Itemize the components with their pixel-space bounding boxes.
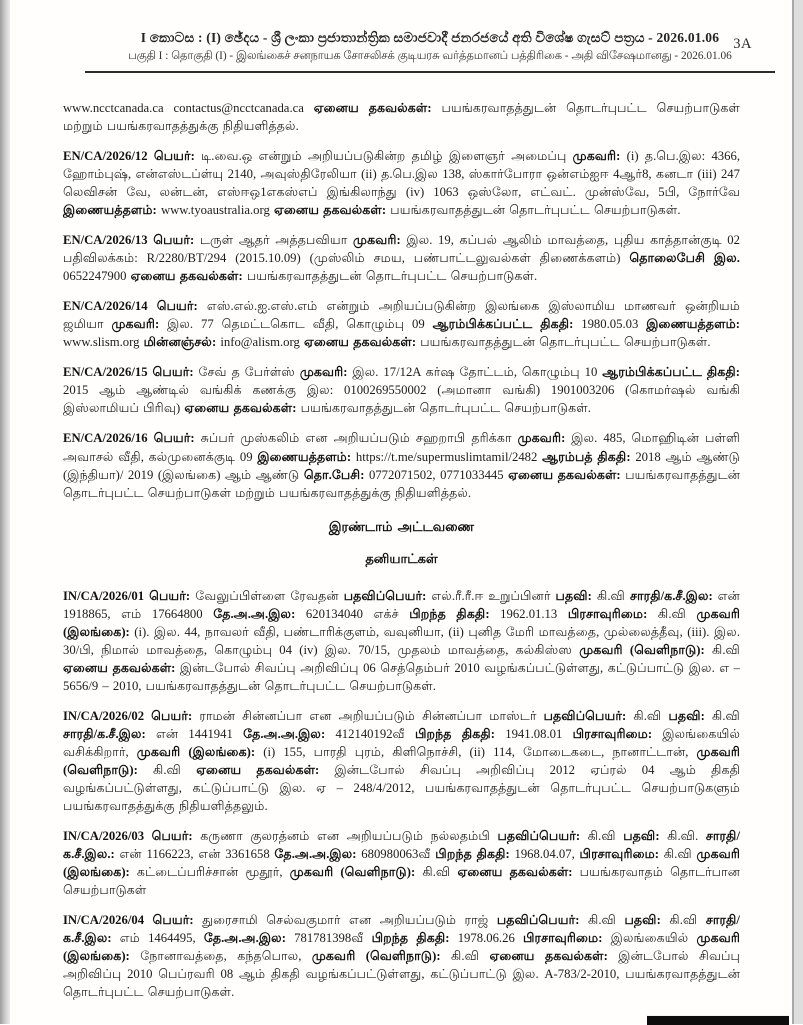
- field-text: இல. 485, மொஹிடின் பள்ளி அவாசல் வீதி, கல்முனைக்குடி 09: [63, 431, 740, 464]
- field-text: டருள் ஆதர் அத்தபவியா: [194, 233, 354, 248]
- entry-IN-CA-2026-02: [63, 707, 740, 815]
- field-label: சாரதி/க.சீ.இல:: [63, 913, 740, 946]
- page-number: 3A: [733, 36, 752, 52]
- field-label: EN/CA/2026/15 பெயர்:: [63, 365, 194, 380]
- scan-right-edge: [792, 0, 803, 1024]
- field-text: கட்டைப்பரிச்சான் மூதூர்,: [129, 864, 290, 879]
- field-label: பதவிப்பெயர்:: [343, 588, 427, 603]
- field-label: ஏனைய தகவல்கள்:: [313, 101, 432, 115]
- field-label: பிறந்த திகதி:: [409, 606, 490, 621]
- field-text: கி.வி: [579, 913, 625, 927]
- field-text: பயங்கரவாதத்துடன் தொடர்புபட்ட செயற்பாடுகள்.: [296, 401, 591, 416]
- field-label: ஏனைய தகவல்கள்:: [508, 467, 621, 482]
- field-text: 2018 ஆம் ஆண்டு (இந்தியா)/ 2019 (இலங்கை) ஆம் ஆண்டு: [63, 449, 740, 482]
- field-text: இலங்கையில் வசிக்கிறார்,: [63, 726, 740, 759]
- field-text: எஸ்.எல்.ஐ.எஸ்.எம் என்றும் அறியப்படுகின்ற இலங்கை இஸ்லாமிய மாணவர் ஒன்றியம் ஜமியா: [63, 299, 740, 332]
- field-text: கருணா குலரத்னம் என அறியப்படும் நல்லதம்பி: [192, 828, 498, 843]
- field-text: கி.வி: [626, 708, 669, 723]
- field-text: பயங்கரவாதம் தொடர்பான செயற்பாடுகள்: [63, 864, 741, 897]
- field-text: https://t.me/supermuslimtamil/2482: [351, 449, 543, 464]
- field-text: 1941.08.01: [494, 726, 573, 741]
- field-text: நோனாவத்தை, கந்தபொல,: [129, 949, 312, 964]
- field-label: முகவரி (வெளிநாடு):: [63, 744, 741, 777]
- field-label: ஏனைய தகவல்கள்:: [196, 762, 320, 777]
- entry-IN-CA-2026-01: [63, 587, 740, 695]
- field-label: EN/CA/2026/14 பெயர்:: [63, 299, 198, 314]
- field-label: பிறந்த திகதி:: [435, 846, 510, 861]
- field-label: EN/CA/2026/12 பெயர்:: [63, 149, 195, 164]
- scan-left-edge: [0, 0, 10, 1024]
- field-text: கி.வி: [591, 588, 631, 603]
- field-label: பிரசாவுரிமை:: [572, 726, 653, 741]
- field-text: கி.வி: [137, 762, 197, 777]
- field-text: (i) 155, பாரதி புரம், கிளிநொச்சி, (ii) 114, மோடைகடை, நானாட்டான்,: [255, 744, 697, 759]
- field-label: EN/CA/2026/13 பெயர்:: [63, 233, 195, 248]
- field-text: 781781398வீ: [285, 931, 372, 946]
- field-text: இல. 77 தெமட்டகொட வீதி, கொழும்பு 09: [159, 317, 433, 332]
- field-label: தே.அ.அ.இல:: [213, 606, 296, 621]
- field-label: பிரசாவுரிமை:: [567, 606, 648, 621]
- field-text: பயங்கரவாதத்துடன் தொடர்புபட்ட செயற்பாடுகள்.: [416, 335, 711, 350]
- field-label: ஏனைய தகவல்கள்:: [303, 335, 417, 350]
- field-label: ஏனைய தகவல்கள்:: [274, 203, 387, 218]
- field-text: 1962.01.13: [489, 606, 568, 621]
- field-text: www.slism.org: [63, 335, 144, 350]
- field-text: எல்.ரீ.ரீ.ஈ உறுப்பினர்: [426, 588, 556, 603]
- field-label: பிரசாவுரிமை:: [579, 846, 660, 861]
- field-label: ஆரம்பிக்கப்பட்ட திகதி:: [432, 317, 574, 332]
- field-text: பயங்கரவாதத்துடன் தொடர்புபட்ட செயற்பாடுகள் மற்றும் பயங்கரவாதத்துக்கு நிதியளித்தல்.: [63, 101, 740, 134]
- field-label: சாரதி/க.சீ.இல:: [630, 588, 713, 603]
- field-text: இன்டபோல் சிவப்பு அறிவிப்பு 06 செத்தெம்பர் 2010 வழங்கப்பட்டுள்ளது, கட்டுப்பாட்டு இல. எ – 5656/9 – 2010, பயங்கரவாதத்துடன் தொடர்புபட்ட செயற்பாடுகள்.: [63, 660, 741, 693]
- field-text: பயங்கரவாதத்துடன் தொடர்புபட்ட செயற்பாடுகள்.: [242, 269, 538, 284]
- field-label: IN/CA/2026/02 பெயர்:: [63, 708, 193, 723]
- field-label: ஆரம்பிக்கப்பட்ட திகதி:: [602, 365, 740, 380]
- entry-EN-CA-2026-13: [63, 231, 740, 285]
- field-label: பதவி:: [555, 588, 592, 603]
- field-label: பிறந்த திகதி:: [371, 931, 450, 946]
- field-text: www.ncctcanada.ca contactus@ncctcanada.ca: [63, 101, 314, 115]
- field-text: 1980.05.03: [573, 317, 647, 332]
- header-tamil-line: பகுதி I : தொகுதி (I) - இலங்கைச் சனநாயக சோசலிசக் குடியரசு வர்த்தமானப் பத்திரிகை - அதி விசேஷமானது - 2026.01.06: [128, 50, 732, 62]
- field-text: 0772071502, 0771033445: [364, 467, 509, 482]
- field-label: பதவி:: [623, 828, 660, 843]
- field-text: பயங்கரவாதத்துடன் தொடர்புபட்ட செயற்பாடுகள் மற்றும் பயங்கரவாதத்துக்கு நிதியளித்தல்.: [63, 467, 741, 500]
- field-label: IN/CA/2026/01 பெயர்:: [63, 588, 191, 603]
- field-label: முகவரி:: [517, 431, 566, 446]
- field-text: கி.வி: [704, 642, 740, 657]
- field-text: www.tyoaustralia.org: [156, 203, 275, 218]
- field-label: முகவரி (வெளிநாடு):: [289, 864, 416, 879]
- field-text: 1978.06.26: [449, 931, 523, 946]
- field-text: கி.வி: [659, 846, 697, 861]
- field-label: முகவரி (வெளிநாடு):: [311, 949, 441, 964]
- field-text: கி.வி: [580, 828, 624, 843]
- page-header: [85, 30, 775, 81]
- field-label: இணையத்தளம்:: [63, 203, 157, 218]
- entry-IN-CA-2026-03: [63, 827, 740, 899]
- field-label: பதவிப்பெயர்:: [497, 828, 581, 843]
- field-label: இணையத்தளம்:: [646, 317, 740, 332]
- field-label: ஏனைய தகவல்கள்:: [457, 864, 573, 879]
- field-text: கி.வி: [415, 864, 458, 879]
- field-label: தே.அ.அ.இல:: [243, 726, 326, 741]
- field-label: பிரசாவுரிமை:: [522, 931, 603, 946]
- field-label: EN/CA/2026/16 பெயர்:: [63, 431, 195, 446]
- field-text: இல. 19, கப்பல் ஆலிம் மாவத்தை, புதிய காத்தான்குடி 02 பதிவிலக்கம்: R/2280/BT/294 (2015.10.09) (முஸ்லிம் சமய, பண்பாட்டலுவல்கள் திணைக்களம்): [63, 233, 740, 266]
- individuals-heading: தனியாட்கள்: [365, 551, 438, 567]
- entry-IN-CA-2026-04: [63, 911, 740, 1001]
- entry-EN-CA-2026-15: [63, 363, 740, 417]
- field-text: இலங்கையில்: [602, 931, 697, 946]
- field-text: டி.வை.ஒ என்றும் அறியப்படுகின்ற தமிழ் இளைஞர் அமைப்பு: [194, 149, 573, 164]
- field-label: இணையத்தளம்:: [257, 449, 352, 464]
- entry-EN-CA-2026-16: [63, 429, 740, 501]
- field-text: கி.வி: [440, 949, 490, 964]
- field-text: கி.வி.: [659, 828, 706, 843]
- field-label: IN/CA/2026/04 பெயர்:: [63, 913, 194, 927]
- field-label: ஏனைய தகவல்கள்:: [184, 401, 297, 416]
- field-text: பயங்கரவாதத்துடன் தொடர்புபட்ட செயற்பாடுகள்.: [386, 203, 681, 218]
- field-label: முகவரி:: [572, 149, 621, 164]
- field-label: முகவரி (வெளிநாடு):: [579, 642, 705, 657]
- field-text: என் 1918865, எம் 17664800: [63, 588, 740, 621]
- field-label: முகவரி:: [299, 365, 348, 380]
- field-label: சாரதி/க.சீ.இல:: [63, 726, 146, 741]
- header-sinhala-line: I කොටස : (I) ඡේදය - ශ්‍රී ලංකා ප්‍රජාතාන්ත්‍රික සමාජවාදී ජනරජයේ අති විශේෂ ගැසට් පත්‍රය - 2026.01.06: [140, 30, 720, 45]
- field-text: 0652247900: [63, 269, 131, 284]
- field-label: மின்னஞ்சல்:: [143, 335, 217, 350]
- field-label: முகவரி:: [353, 233, 401, 248]
- field-label: சாரதி/க.சீ.இல.:: [63, 828, 740, 861]
- field-text: 620134040 எக்ச்: [295, 606, 410, 621]
- field-text: கி.வி: [660, 913, 706, 927]
- field-text: 2015 ஆம் ஆண்டில் வங்கிக் கணக்கு இல: 0100269550002 (அமானா வங்கி) 1901003206 (கொமர்ஷல் வங்கி இஸ்லாமியப் பிரிவு): [63, 383, 740, 416]
- field-text: இன்டபோல் சிவப்பு அறிவிப்பு 2010 பெப்ரவரி 08 ஆம் திகதி வழங்கப்பட்டுள்ளது, கட்டுப்பாட்டு இல. A-783/2-2010, பயங்கரவாதத்துடன் தொடர்புபட்ட செயற்பாடுகள்.: [63, 949, 740, 1000]
- field-text: என் 1166223, என் 3361658: [114, 846, 275, 861]
- field-label: தே.அ.அ.இல:: [274, 846, 357, 861]
- field-text: ராமன் சின்னப்பா என அறியப்படும் சின்னப்பா மாஸ்டர்: [192, 708, 544, 723]
- field-label: தொ.பேசி:: [303, 467, 365, 482]
- entry-EN-CA-2026-12: [63, 147, 740, 219]
- field-label: ஆரம்பத் திகதி:: [542, 449, 631, 464]
- field-text: வேலுப்பிள்ளை ரேவதன்: [190, 588, 344, 603]
- field-label: ஏனைய தகவல்கள்:: [63, 660, 176, 675]
- field-text: 680980063வீ: [356, 846, 436, 861]
- document-body: [63, 99, 740, 1013]
- field-text: 1968.04.07,: [509, 846, 580, 861]
- field-label: ஏனைய தகவல்கள்:: [130, 269, 243, 284]
- field-text: சேவ் த பேர்ள்ஸ்: [193, 365, 300, 380]
- field-label: பதவிப்பெயர்:: [543, 708, 627, 723]
- field-label: தே.அ.அ.இல:: [203, 931, 286, 946]
- field-text: 412140192வீ: [325, 726, 415, 741]
- field-label: முகவரி (இலங்கை):: [63, 931, 740, 964]
- field-text: info@alism.org: [216, 335, 304, 350]
- field-label: முகவரி (இலங்கை):: [63, 606, 741, 639]
- intro-continuation-paragraph: [63, 99, 740, 135]
- field-label: பதவிப்பெயர்:: [496, 913, 580, 927]
- field-label: பிறந்த திகதி:: [414, 726, 495, 741]
- field-text: என் 1441941: [145, 726, 244, 741]
- field-label: முகவரி:: [111, 317, 160, 332]
- header-rule: [85, 71, 775, 73]
- field-label: IN/CA/2026/03 பெயர்:: [63, 828, 193, 843]
- field-label: முகவரி (இலங்கை):: [63, 846, 740, 879]
- field-text: இல. 17/12A கர்ஷ தோட்டம், கொழும்பு 10: [347, 365, 603, 380]
- field-label: தொலைபேசி இல.: [629, 251, 740, 266]
- field-text: சுப்பர் முஸ்கலிம் என அறியப்படும் சஹறாபி தரிக்கா: [194, 431, 518, 446]
- field-text: துரைசாமி செல்வகுமார் என அறியப்படும் ராஜ்: [193, 913, 497, 927]
- field-text: எம் 1464495,: [111, 931, 204, 946]
- field-text: (i) த.பெ.இல: 4366, ஹோம்புஷ், என்எஸ்டப்ள்யு 2140, அவுஸ்திரேலியா (ii) த.பெ.இல 138, ஸ்கார்போரா ஒன்எம்ஐஈ 4ஆர்8, கனடா (iii) 247 லெவிசன் வே, லன்டன், எஸ்ஈஒ1எகஸ்எப் இங்கிலாந்து (iv) 1063 ஒஸ்லோ, எட்வட். முன்ஸ்வே, 5பி, நோர்வே: [63, 149, 740, 200]
- field-label: ஏனைய தகவல்கள்:: [489, 949, 608, 964]
- field-text: (i). இல. 44, நாவலர் வீதி, பண்டாரிக்குளம், வவுனியா, (ii) புனித மேரி மாவத்தை, முல்லைத்தீவு, (iii). இல. 30/பி, நிமால் மாவத்தை, கொழும்பு 04 (iv) இல. 70/15, முதலம் மாவத்தை, கல்கிஸ்ஸ: [63, 624, 740, 657]
- field-label: பதவி:: [668, 708, 705, 723]
- second-schedule-heading: இரண்டாம் அட்டவணை: [328, 518, 475, 534]
- field-text: கி.வி: [647, 606, 697, 621]
- field-text: கி.வி: [704, 708, 740, 723]
- field-text: இன்டபோல் சிவப்பு அறிவிப்பு 2012 ஏப்ரல் 04 ஆம் திகதி வழங்கப்பட்டுள்ளது, கட்டுப்பாட்டு இல. ஏ – 248/4/2012, பயங்கரவாதத்துடன் தொடர்புபட்ட செயற்பாடுகளும் பயங்கரவாதத்துக்கு நிதியளித்தலும்.: [63, 762, 740, 813]
- field-label: முகவரி (இலங்கை):: [136, 744, 256, 759]
- field-label: பதவி:: [624, 913, 661, 927]
- entry-EN-CA-2026-14: [63, 297, 740, 351]
